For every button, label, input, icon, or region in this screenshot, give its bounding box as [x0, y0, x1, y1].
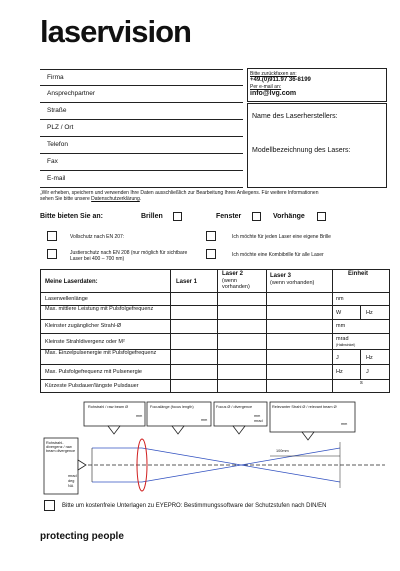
- unit-mm: mm: [336, 323, 346, 329]
- row-label-power: Max. mittlere Leistung mit Pulsfolgefrequenz: [45, 306, 154, 312]
- fax-box: [247, 68, 387, 102]
- col-laser3: Laser 3: [270, 273, 292, 279]
- field-label: Telefon: [47, 141, 68, 148]
- manufacturer-label: Name des Laserherstellers:: [252, 113, 338, 120]
- unit-j: J: [336, 355, 339, 361]
- field-label: Straße: [47, 107, 67, 114]
- unit-mrad: mrad: [336, 336, 349, 342]
- fax-label: Bitte zurückfaxen an:: [250, 71, 297, 77]
- brand-logo: laservision: [40, 14, 191, 49]
- unit-s: s: [360, 380, 363, 386]
- unit-j-2: J: [366, 369, 369, 375]
- privacy-link[interactable]: Datenschutzerklärung: [91, 196, 140, 202]
- col-laser1: Laser 1: [176, 279, 198, 285]
- col-laser2: Laser 2: [222, 271, 244, 277]
- email-label: Per e-mail an:: [250, 84, 282, 90]
- field-label: PLZ / Ort: [47, 124, 74, 131]
- manufacturer-box[interactable]: [247, 103, 387, 188]
- privacy-text: „Wir erheben, speichern und verwenden Ihre Daten ausschließlich zur Bearbeitung Ihres Anliegens. Für weitere Informationen sehen Sie bitte unsere: [40, 190, 319, 202]
- unit-hz-3: Hz: [336, 369, 343, 375]
- raw-divergence-unit-deg: deg: [68, 479, 75, 483]
- field-plz-ort[interactable]: [40, 120, 243, 137]
- brand-tagline: protecting people: [40, 531, 124, 542]
- privacy-note: [40, 190, 330, 202]
- beam-diagram: [40, 398, 390, 498]
- individual-glasses-label: Ich möchte für jeden Laser eine eigene Brille: [232, 234, 331, 240]
- offer-fenster-label: Fenster: [216, 213, 242, 220]
- focal-length-label: Focuslänge (focus length): [150, 405, 194, 409]
- relevant-beam-label: Relevanter Strahl Ø / relevant beam Ø: [272, 405, 337, 409]
- offer-vorhaenge-label: Vorhänge: [273, 213, 305, 220]
- field-email[interactable]: [40, 171, 243, 188]
- unit-hz: Hz: [366, 310, 373, 316]
- raw-divergence-unit-mrad: mrad: [68, 474, 77, 478]
- contact-email: info@lvg.com: [250, 90, 297, 97]
- raw-divergence-unit-na: NA: [68, 484, 74, 488]
- eyepro-label: Bitte um kostenfreie Unterlagen zu EYEPRO: Bestimmungssoftware der Schutzstufen nach DIN/EN: [62, 503, 327, 509]
- focal-length-unit: mm: [201, 418, 208, 422]
- vollschutz-label: Vollschutz nach EN 207:: [70, 234, 125, 240]
- field-strasse[interactable]: [40, 103, 243, 120]
- offer-brillen-label: Brillen: [141, 213, 163, 220]
- individual-glasses-checkbox[interactable]: [206, 231, 216, 241]
- combi-glasses-label: Ich möchte eine Kombibrille für alle Laser: [232, 252, 324, 258]
- row-label-pulse-duration: Kürzeste Pulsdauer/längste Pulsdauer: [45, 383, 139, 389]
- field-label: Firma: [47, 74, 64, 81]
- focus-unit-mrad: mrad: [254, 419, 263, 423]
- brillen-checkbox[interactable]: [173, 212, 182, 221]
- eyepro-checkbox[interactable]: [44, 500, 55, 511]
- row-label-divergence: Kleinste Strahldivergenz oder M²: [45, 339, 125, 345]
- raw-beam-unit: mm: [136, 414, 143, 418]
- focus-unit-mm: mm: [254, 414, 261, 418]
- relevant-beam-unit: mm: [341, 422, 348, 426]
- justierschutz-checkbox[interactable]: [47, 249, 57, 259]
- table-header-label: Meine Laserdaten:: [45, 279, 98, 285]
- focus-label: Focus Ø / divergence: [216, 405, 253, 409]
- unit-w: W: [336, 310, 342, 316]
- combi-glasses-checkbox[interactable]: [206, 249, 216, 259]
- col-laser3-note: (wenn vorhanden): [270, 280, 315, 286]
- field-label: E-mail: [47, 175, 66, 182]
- justierschutz-label: Justierschutz nach EN 208 (nur möglich für sichtbare Laser bei 400 – 700 nm): [70, 250, 188, 262]
- row-label-wavelength: Laserwellenlänge: [45, 296, 88, 302]
- raw-beam-label: Rohstrahl / raw beam Ø: [88, 405, 129, 409]
- field-fax[interactable]: [40, 154, 243, 171]
- row-label-beam-diameter: Kleinster zugänglicher Strahl-Ø: [45, 323, 122, 329]
- row-label-pulse-frequency: Max. Pulsfolgefrequenz mit Pulsenergie: [45, 369, 142, 375]
- unit-nm: nm: [336, 296, 344, 302]
- col-laser2-note: (wenn vorhanden): [222, 278, 250, 290]
- field-label: Ansprechpartner: [47, 90, 96, 97]
- distance-label: 100mm: [276, 449, 289, 453]
- unit-halbwinkel: (Halbwinkel): [336, 343, 356, 347]
- unit-hz-2: Hz: [366, 355, 373, 361]
- raw-divergence-label: Rohstrahl-divergenz / raw beam divergence: [46, 441, 76, 453]
- offer-label: Bitte bieten Sie an:: [40, 213, 104, 220]
- fenster-checkbox[interactable]: [252, 212, 261, 221]
- field-telefon[interactable]: [40, 137, 243, 154]
- field-label: Fax: [47, 158, 58, 165]
- model-label: Modellbezeichnung des Lasers:: [252, 147, 351, 154]
- vollschutz-checkbox[interactable]: [47, 231, 57, 241]
- row-label-pulse-energy: Max. Einzelpulsenergie mit Pulsfolgefrequenz: [45, 350, 157, 356]
- privacy-end: .: [139, 196, 142, 202]
- vorhaenge-checkbox[interactable]: [317, 212, 326, 221]
- fax-number: +49.(0)911.97 36-8199: [250, 77, 311, 83]
- field-firma[interactable]: [40, 69, 243, 86]
- col-unit: Einheit: [348, 271, 369, 277]
- field-ansprechpartner[interactable]: [40, 86, 243, 103]
